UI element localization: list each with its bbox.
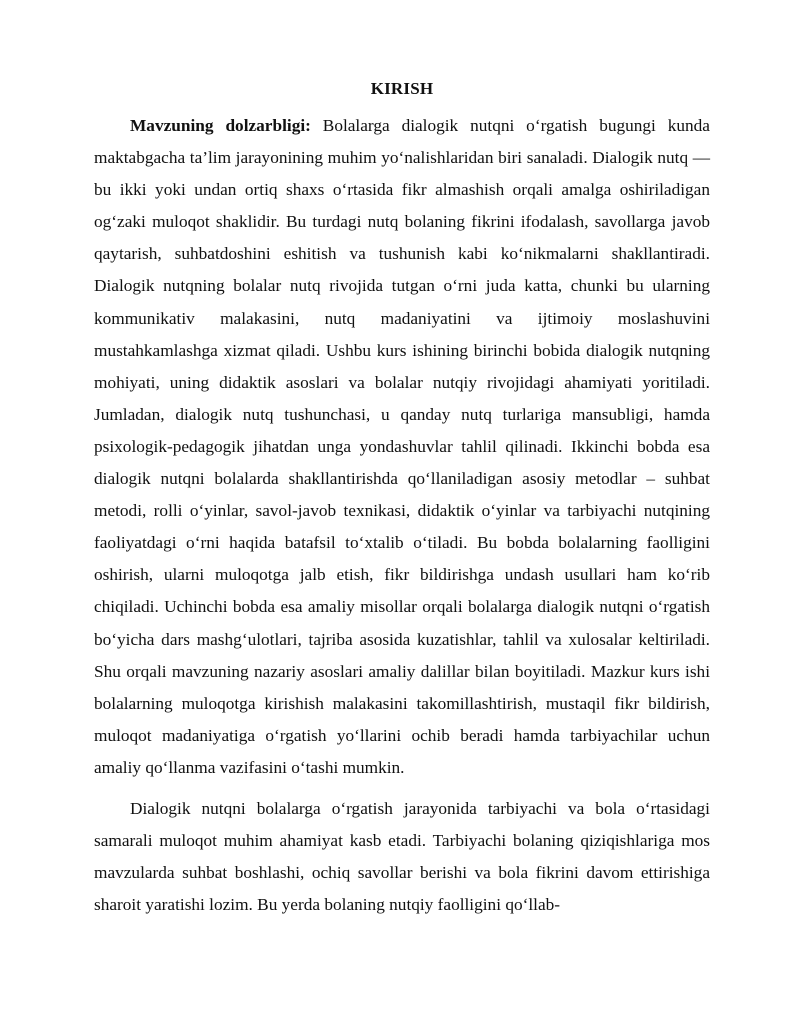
paragraph-relevance [94,110,710,784]
paragraph-lead: Mavzuning dolzarbligi: [130,116,311,135]
paragraph-dialogue: Dialogik nutqni bolalarga o‘rgatish jarayonida tarbiyachi va bola o‘rtasidagi samarali muloqot muhim ahamiyat kasb etadi. Tarbiyachi bolaning qiziqishlariga mos mavzularda suhbat boshlashi, ochiq savollar berishi va bola fikrini davom ettirishiga sharoit yaratishi lozim. Bu yerda bolaning nutqiy faolligini qo‘llab- [94,798,710,915]
document-body [94,78,710,930]
paragraph-text: Bolalarga dialogik nutqni o‘rgatish bugungi kunda maktabgacha ta’lim jarayonining muhim yo‘nalishlaridan biri sanaladi. Dialogik nutq — bu ikki yoki undan ortiq shaxs o‘rtasida fikr almashish orqali amalga oshiriladigan og‘zaki muloqot shaklidir. Bu turdagi nutq bolaning fikrini ifodalash, savollarga javob qaytarish, suhbatdoshini eshitish va tushunish kabi ko‘nikmalarni shakllantiradi. Dialogik nutqning bolalar nutq rivojida tutgan o‘rni juda katta, chunki bu ularning kommunikativ malakasini, nutq madaniyatini va ijtimoiy moslashuvini mustahkamlashga xizmat qiladi. Ushbu kurs ishining birinchi bobida dialogik nutqning mohiyati, uning didaktik asoslari va bolalar nutqiy rivojidagi ahamiyati yoritiladi. Jumladan, dialogik nutq tushunchasi, u qanday nutq turlariga mansubligi, hamda psixologik-pedagogik jihatdan unga yondashuvlar tahlil qilinadi. Ikkinchi bobda esa dialogik nutqni bolalarda shakllantirishda qo‘llaniladigan asosiy metodlar – suhbat metodi, rolli o‘yinlar, savol-javob texnikasi, didaktik o‘yinlar va tarbiyachi nutqining faoliyatdagi o‘rni haqida batafsil to‘xtalib o‘tiladi. Bu bobda bolalarning faolligini oshirish, ularni muloqotga jalb etish, fikr bildirishga undash usullari ham ko‘rib chiqiladi. Uchinchi bobda esa amaliy misollar orqali bolalarga dialogik nutqni o‘rgatish bo‘yicha dars mashg‘ulotlari, tajriba asosida kuzatishlar, tahlil va xulosalar keltiriladi. Shu orqali mavzuning nazariy asoslari amaliy dalillar bilan boyitiladi. Mazkur kurs ishi bolalarning muloqotga kirishish malakasini takomillashtirish, mustaqil fikr bildirish, muloqot madaniyatiga o‘rgatish yo‘llarini ochib beradi hamda tarbiyachilar uchun amaliy qo‘llanma vazifasini o‘tashi mumkin. [94,116,710,777]
section-heading: KIRISH [370,79,434,98]
